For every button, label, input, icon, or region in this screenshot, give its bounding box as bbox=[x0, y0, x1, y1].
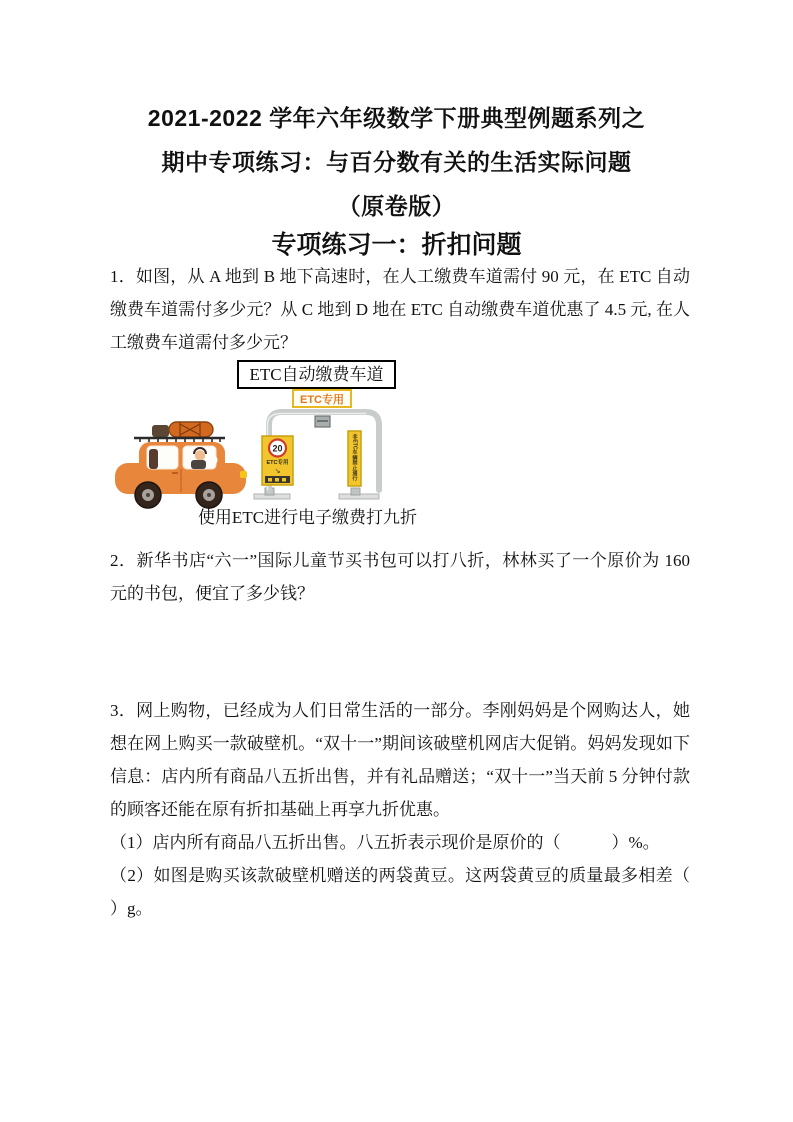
title-line-3: （原卷版） bbox=[337, 193, 456, 219]
question-2 bbox=[110, 544, 690, 610]
question-3-sub1: （1）店内所有商品八五折出售。八五折表示现价是原价的（ ）%。 bbox=[110, 833, 660, 852]
no-entry-sign-text: 非ETC车辆禁止通行 bbox=[351, 434, 358, 481]
etc-lane-label-box: ETC自动缴费车道 bbox=[237, 360, 396, 389]
question-1 bbox=[110, 260, 690, 359]
question-1-text: 1．如图，从 A 地到 B 地下高速时，在人工缴费车道需付 90 元，在 ETC 自动缴费车道需付多少元？从 C 地到 D 地在 ETC 自动缴费车道优惠了 4.5 元, 在人工缴费车道需付多少元？ bbox=[110, 267, 690, 352]
question-3-sub2: （2）如图是购买该款破壁机赠送的两袋黄豆。这两袋黄豆的质量最多相差（ ）g。 bbox=[110, 866, 741, 918]
figure-caption: 使用ETC进行电子缴费打九折 bbox=[197, 508, 418, 527]
front-wheel-center bbox=[207, 493, 211, 497]
rear-seat bbox=[149, 449, 158, 469]
headlight bbox=[240, 471, 247, 478]
section-heading: 专项练习一：折扣问题 bbox=[271, 231, 522, 259]
question-3 bbox=[110, 694, 741, 925]
speed-sign-arrow: ↘ bbox=[274, 467, 281, 475]
band-glyph-2 bbox=[275, 478, 279, 482]
band-glyph-3 bbox=[282, 478, 286, 482]
document-title bbox=[0, 96, 793, 262]
etc-only-sign-text: ETC专用 bbox=[300, 394, 344, 406]
toll-gantry-illustration bbox=[253, 389, 395, 503]
title-line-1: 2021-2022 学年六年级数学下册典型例题系列之 bbox=[147, 105, 646, 131]
driver-head bbox=[195, 450, 205, 460]
band-glyph-1 bbox=[268, 478, 272, 482]
speed-sign-small-text: ETC专用 bbox=[266, 460, 289, 466]
title-line-2: 期中专项练习：与百分数有关的生活实际问题 bbox=[161, 149, 632, 175]
driver-body bbox=[191, 460, 206, 469]
rear-wheel-center bbox=[146, 493, 150, 497]
car-illustration bbox=[112, 418, 249, 514]
roof-bag-dark bbox=[152, 425, 169, 437]
etc-figure bbox=[110, 358, 690, 534]
question-2-text: 2．新华书店“六一”国际儿童节买书包可以打八折，林林买了一个原价为 160 元的书包，便宜了多少钱？ bbox=[110, 551, 690, 603]
gantry-right-foot bbox=[351, 488, 360, 495]
speed-limit-value: 20 bbox=[272, 443, 283, 454]
question-3-text: 3．网上购物，已经成为人们日常生活的一部分。李刚妈妈是个网购达人，她想在网上购买一款破壁机。“双十一”期间该破壁机网店大促销。妈妈发现如下信息：店内所有商品八五折出售，并有礼品赠送；“双十一”当天前 5 分钟付款的顾客还能在原有折扣基础上再享九折优惠。 bbox=[110, 701, 690, 819]
